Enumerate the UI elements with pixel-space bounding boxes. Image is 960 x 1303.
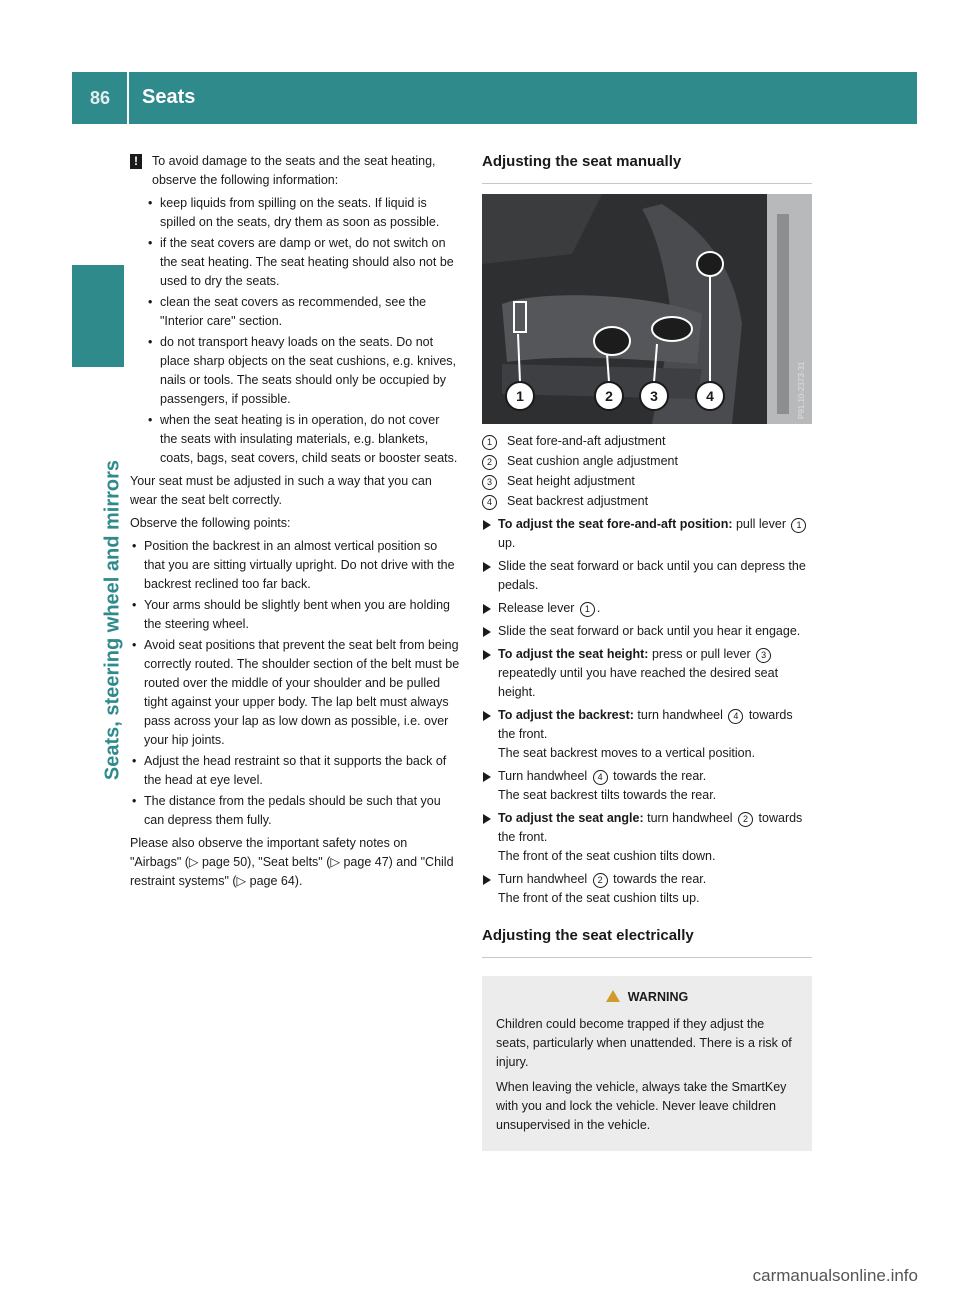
list-item: • Position the backrest in an almost vertical position so that you are sitting virtually upright. Do not drive with the backrest reclined too far back. <box>130 537 460 594</box>
list-item: • keep liquids from spilling on the seats. If liquid is spilled on the seats, dry them as soon as possible. <box>146 194 460 232</box>
notice-block <box>130 152 460 190</box>
step <box>482 870 812 908</box>
step-heading: To adjust the seat height: <box>498 647 649 661</box>
step-text: Slide the seat forward or back until you can depress the pedals. <box>498 559 806 592</box>
step-text: towards the rear. <box>609 769 707 783</box>
step-text: up. <box>498 536 516 550</box>
step <box>482 515 812 553</box>
list-item: • do not transport heavy loads on the seats. Do not place sharp objects on the seat cushions, e.g. knives, nails or tools. The seats should only be occupied by passengers, if possible. <box>146 333 460 409</box>
left-column <box>130 152 460 895</box>
callout-number: 1 <box>482 435 497 450</box>
callout-ref: 4 <box>593 770 608 785</box>
step-text: turn handwheel <box>643 811 737 825</box>
page-number: 86 <box>90 88 111 108</box>
step-text: repeatedly until you have reached the desired seat height. <box>498 666 779 699</box>
right-column <box>482 152 812 1151</box>
callout-ref: 1 <box>791 518 806 533</box>
step-text: pull lever <box>732 517 790 531</box>
legend-text: Seat backrest adjustment <box>507 494 649 508</box>
step <box>482 767 812 805</box>
figure-code: P91.10-2373-31 <box>797 361 806 419</box>
section-title-manual: Adjusting the seat manually <box>482 152 812 184</box>
notice-list <box>146 194 460 468</box>
paragraph: Your seat must be adjusted in such a way that you can wear the seat belt correctly. <box>130 474 432 507</box>
page-title: Seats <box>142 86 196 108</box>
callout-layer <box>482 194 812 424</box>
step-text: turn handwheel <box>633 708 727 722</box>
warning-text: Children could become trapped if they adjust the seats, particularly when unattended. There is a risk of injury. <box>496 1017 792 1069</box>
step-result: The front of the seat cushion tilts down. <box>498 849 716 863</box>
step-heading: To adjust the seat fore-and-aft position: <box>498 517 733 531</box>
callout-ref: 2 <box>593 873 608 888</box>
callout-label: 1 <box>516 388 524 404</box>
callout-label: 3 <box>650 388 658 404</box>
legend-item <box>482 472 812 491</box>
list-item: • if the seat covers are damp or wet, do not switch on the seat heating. The seat heating should also not be used to dry the seats. <box>146 234 460 291</box>
chapter-label: Seats, steering wheel and mirrors <box>101 459 124 781</box>
legend-text: Seat cushion angle adjustment <box>507 454 678 468</box>
section-title-electric: Adjusting the seat electrically <box>482 926 812 958</box>
list-item: • Avoid seat positions that prevent the seat belt from being correctly routed. The shoulder section of the belt must be routed over the middle of your shoulder and be pulled tight against your upper body. The lap belt must always pass across your lap as low down as possible, i.e. over your hip joints. <box>130 636 460 750</box>
step-text: Turn handwheel <box>498 872 591 886</box>
paragraph: Observe the following points: <box>130 516 291 530</box>
header-bar <box>72 72 917 124</box>
step-result: The front of the seat cushion tilts up. <box>498 891 700 905</box>
callout-ref: 4 <box>728 709 743 724</box>
list-item: • when the seat heating is in operation, do not cover the seats with insulating materials, e.g. blankets, coats, bags, seat covers, child seats or booster seats. <box>146 411 460 468</box>
header-divider <box>127 72 129 124</box>
list-item: • clean the seat covers as recommended, see the "Interior care" section. <box>146 293 460 331</box>
callout-label: 2 <box>605 388 613 404</box>
callout-ref: 2 <box>738 812 753 827</box>
step-text: press or pull lever <box>648 647 755 661</box>
step-text: Slide the seat forward or back until you hear it engage. <box>498 624 801 638</box>
step-text: towards the front. <box>498 811 803 844</box>
notice-icon: ! <box>130 154 142 169</box>
step <box>482 557 812 595</box>
step-result: The seat backrest tilts towards the rear. <box>498 788 717 802</box>
step <box>482 622 812 641</box>
legend-text: Seat height adjustment <box>507 474 635 488</box>
step-heading: To adjust the seat angle: <box>498 811 644 825</box>
step-text: Turn handwheel <box>498 769 591 783</box>
warning-triangle-icon <box>606 990 620 1002</box>
warning-text: When leaving the vehicle, always take the SmartKey with you and lock the vehicle. Never leave children unsupervised in the vehicle. <box>496 1080 787 1132</box>
step-text: . <box>596 601 601 615</box>
steps-list <box>482 515 812 908</box>
callout-number: 4 <box>482 495 497 510</box>
legend-item <box>482 432 812 451</box>
legend-item <box>482 492 812 511</box>
callout-number: 3 <box>482 475 497 490</box>
step-result: The seat backrest moves to a vertical position. <box>498 746 756 760</box>
points-list <box>130 537 460 830</box>
safety-notes-paragraph: Please also observe the important safety notes on "Airbags" (▷ page 50), "Seat belts" (▷ page 47) and "Child restraint systems" (▷ page 64). <box>130 836 454 888</box>
chapter-tab <box>72 265 124 367</box>
step <box>482 599 812 618</box>
list-item: • The distance from the pedals should be such that you can depress them fully. <box>130 792 460 830</box>
step-text: towards the rear. <box>609 872 707 886</box>
callout-ref: 3 <box>756 648 771 663</box>
legend-item <box>482 452 812 471</box>
callout-label: 4 <box>706 388 714 404</box>
step <box>482 809 812 866</box>
seat-figure <box>482 194 812 424</box>
step-heading: To adjust the backrest: <box>498 708 634 722</box>
warning-header <box>496 988 798 1007</box>
figure-legend <box>482 432 812 511</box>
step <box>482 706 812 763</box>
notice-text: To avoid damage to the seats and the seat heating, observe the following information: <box>152 154 436 187</box>
list-item: • Your arms should be slightly bent when you are holding the steering wheel. <box>130 596 460 634</box>
warning-label: WARNING <box>627 990 689 1004</box>
callout-ref: 1 <box>580 602 595 617</box>
list-item: • Adjust the head restraint so that it supports the back of the head at eye level. <box>130 752 460 790</box>
legend-text: Seat fore-and-aft adjustment <box>507 434 666 448</box>
step-text: Release lever <box>498 601 578 615</box>
step <box>482 645 812 702</box>
warning-box <box>482 976 812 1151</box>
watermark: carmanualsonline.info <box>752 1266 918 1285</box>
callout-number: 2 <box>482 455 497 470</box>
step-text: towards the front. <box>498 708 793 741</box>
